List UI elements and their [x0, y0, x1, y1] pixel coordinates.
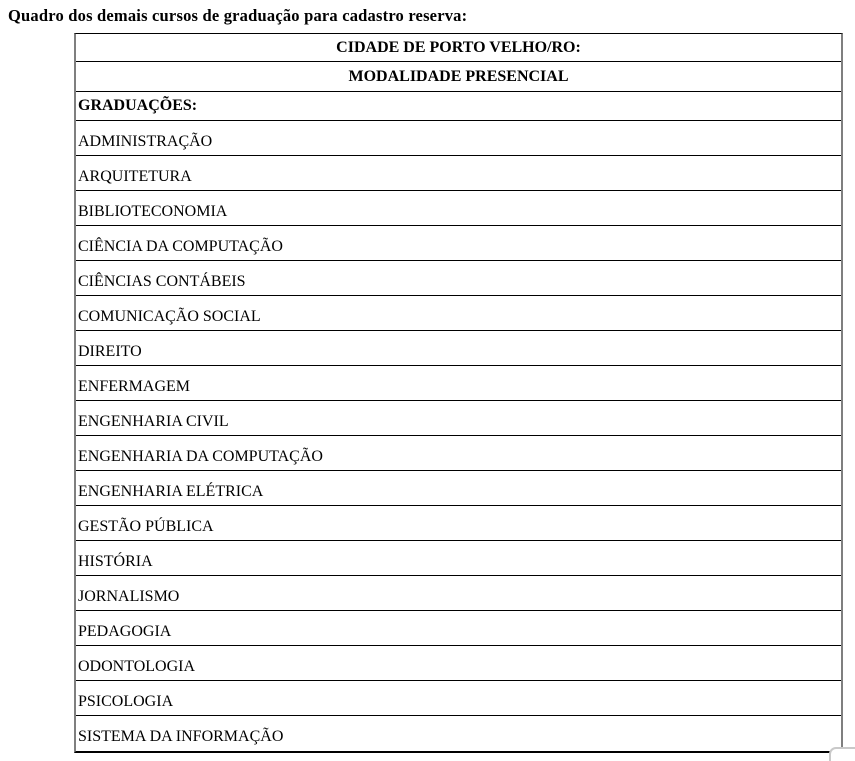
corner-widget-fragment: [829, 747, 855, 761]
table-row: ENGENHARIA ELÉTRICA: [76, 471, 841, 506]
table-row: ODONTOLOGIA: [76, 646, 841, 681]
courses-table: [74, 33, 843, 753]
table-row: JORNALISMO: [76, 576, 841, 611]
table-header-modality: MODALIDADE PRESENCIAL: [76, 62, 841, 92]
table-row: ENGENHARIA CIVIL: [76, 401, 841, 436]
table-row: ADMINISTRAÇÃO: [76, 121, 841, 156]
table-row: SISTEMA DA INFORMAÇÃO: [78, 728, 284, 745]
table-row: PSICOLOGIA: [76, 681, 841, 716]
table-row: BIBLIOTECONOMIA: [76, 191, 841, 226]
table-row: ENFERMAGEM: [76, 366, 841, 401]
table-row: HISTÓRIA: [76, 541, 841, 576]
table-row: CIÊNCIAS CONTÁBEIS: [76, 261, 841, 296]
table-header-city: CIDADE DE PORTO VELHO/RO:: [76, 34, 841, 62]
table-row: COMUNICAÇÃO SOCIAL: [76, 296, 841, 331]
document-title: Quadro dos demais cursos de graduação para cadastro reserva:: [8, 6, 468, 25]
table-row: DIREITO: [76, 331, 841, 366]
table-row: ENGENHARIA DA COMPUTAÇÃO: [76, 436, 841, 471]
table-row: CIÊNCIA DA COMPUTAÇÃO: [76, 226, 841, 261]
table-row: ARQUITETURA: [76, 156, 841, 191]
table-row: PEDAGOGIA: [76, 611, 841, 646]
table-row: GESTÃO PÚBLICA: [76, 506, 841, 541]
table-header-graduations: GRADUAÇÕES:: [76, 92, 841, 121]
